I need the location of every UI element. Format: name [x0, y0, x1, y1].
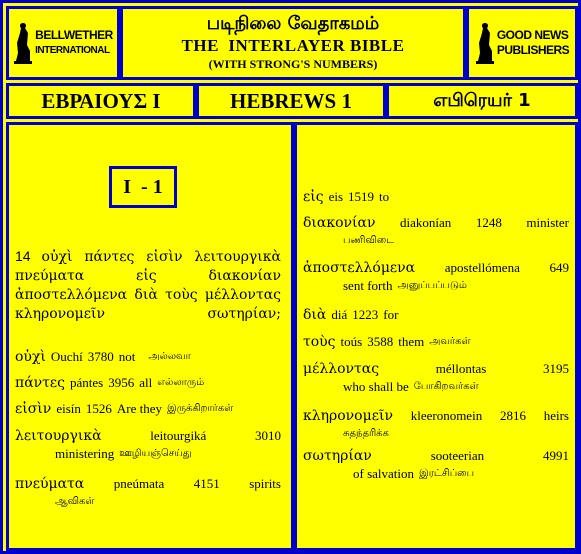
word-entry: πνεύματα pneúmata 4151 spirits ஆவிகள் [15, 476, 281, 507]
good-news-logo [466, 6, 578, 80]
greek-verse [15, 247, 281, 324]
bellwether-logo [6, 6, 120, 80]
word-entry: λειτουργικὰ leitourgiká 3010 ministering ஊழியஞ்செய்து [15, 428, 281, 461]
bellwether-logo-line2: INTERNATIONAL [35, 45, 110, 56]
chapter-verse-reference: I - 1 [109, 166, 177, 208]
word-entry: διακονίαν diakonían 1248 minister பணிவிடை [303, 215, 569, 246]
word-entry: μέλλοντας méllontas 3195 who shall be போகிறவர்கள் [303, 361, 569, 394]
kneeling-figure-icon [13, 21, 33, 65]
good-news-logo-line2: PUBLISHERS [496, 43, 570, 57]
bellwether-logo-line1: BELLWETHER [35, 28, 113, 42]
word-entry: σωτηρίαν sooteerian 4991 of salvation இரட்சிப்பை [303, 448, 569, 481]
main-title: THE INTERLAYER BIBLE [181, 36, 405, 55]
word-entry: εἰσὶν eisín 1526 Are they இருக்கிறார்கள் [15, 401, 234, 417]
english-book-title: HEBREWS 1 [196, 83, 386, 119]
tamil-book-title: எபிரெயர் 1 [386, 83, 578, 119]
word-entry: διὰ diá 1223 for [303, 307, 399, 323]
title-block [120, 6, 466, 80]
word-entry: τοὺς toús 3588 them அவர்கள் [303, 334, 471, 350]
word-entry: κληρονομεῖν kleeronomein 2816 heirs சுதந்தரிக்க [303, 408, 569, 439]
verse-text: οὐχὶ πάντες εἰσὶν λειτουργικὰ πνεύματα εἰς διακονίαν ἀποστελλόμενα διὰ τοὺς μέλλοντας κληρονομεῖν σωτηρίαν; [15, 249, 281, 322]
word-entry: πάντες pántes 3956 all எல்லாரும் [15, 375, 205, 391]
sub-title: (WITH STRONG'S NUMBERS) [208, 57, 378, 71]
kneeling-figure-icon [475, 21, 495, 65]
word-entry: εἰς eis 1519 to [303, 189, 390, 205]
verse-number: 14 [15, 248, 31, 264]
word-entry: οὐχὶ Ouchí 3780 not அல்லவா [15, 349, 191, 365]
word-entry: ἀποστελλόμενα apostellómena 649 sent forth அனுப்பப்படும் [303, 260, 569, 293]
greek-book-title: ΕΒΡΑΙΟΥΣ Ι [6, 83, 196, 119]
good-news-logo-line1: GOOD NEWS [496, 28, 569, 42]
tamil-title: படிநிலை வேதாகமம் [206, 13, 380, 34]
